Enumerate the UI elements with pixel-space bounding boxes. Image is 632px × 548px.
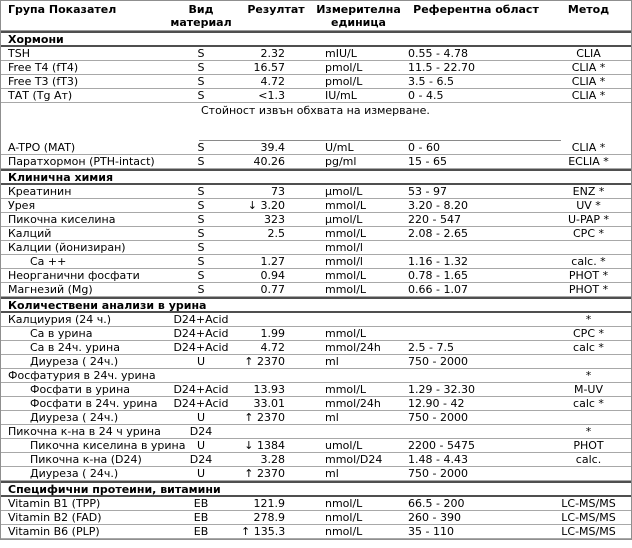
cell-result: 16.57 xyxy=(253,61,285,74)
cell-reference: 2.5 - 7.5 xyxy=(408,341,454,354)
cell-reference: 53 - 97 xyxy=(408,185,447,198)
table-row xyxy=(1,355,631,369)
cell-method: CPC * xyxy=(573,227,604,240)
cell-parameter: Калциурия (24 ч.) xyxy=(8,313,112,326)
column-header-result: Резултат xyxy=(247,3,305,16)
cell-material: D24+Acid xyxy=(173,327,229,340)
table-row xyxy=(1,185,631,199)
cell-unit: pmol/L xyxy=(325,75,363,88)
section-title: Специфични протеини, витамини xyxy=(8,482,221,496)
table-row xyxy=(1,199,631,213)
note-text: Стойност извън обхвата на измерване. xyxy=(201,104,430,117)
cell-reference xyxy=(406,313,546,326)
cell-material: EB xyxy=(193,525,209,538)
cell-parameter: Магнезий (Mg) xyxy=(8,283,93,296)
cell-material: D24+Acid xyxy=(173,397,229,410)
cell-method: LC-MS/MS xyxy=(561,497,616,510)
cell-result: ↓ 1384 xyxy=(244,439,285,452)
cell-method: ECLIA * xyxy=(568,155,609,168)
cell-reference: 11.5 - 22.70 xyxy=(408,61,475,74)
cell-result xyxy=(241,313,311,326)
cell-reference: 35 - 110 xyxy=(408,525,454,538)
cell-material: S xyxy=(197,47,205,60)
table-row xyxy=(1,497,631,511)
cell-unit: mmol/D24 xyxy=(325,453,383,466)
cell-unit: mmol/l xyxy=(325,241,363,254)
cell-method: PHOT * xyxy=(568,283,609,296)
cell-reference: 750 - 2000 xyxy=(408,467,468,480)
cell-reference: 66.5 - 200 xyxy=(408,497,465,510)
section-title: Количествени анализи в урина xyxy=(8,298,207,312)
section-header-row xyxy=(1,481,631,497)
cell-result: 73 xyxy=(271,185,285,198)
cell-unit: pg/ml xyxy=(325,155,357,168)
cell-method xyxy=(546,467,631,480)
cell-parameter: ТАТ (Tg Ат) xyxy=(8,89,73,102)
cell-reference: 0.55 - 4.78 xyxy=(408,47,468,60)
cell-material: U xyxy=(196,467,206,480)
column-header-unit: Измерителна единица xyxy=(316,3,401,29)
section-header-row xyxy=(1,31,631,47)
cell-material: S xyxy=(197,155,205,168)
table-body xyxy=(1,31,631,539)
cell-method: * xyxy=(585,425,592,438)
cell-unit: mmol/24h xyxy=(325,397,381,410)
cell-material: U xyxy=(196,411,206,424)
cell-result: 40.26 xyxy=(253,155,285,168)
cell-material: S xyxy=(197,255,205,268)
cell-parameter: Vitamin B1 (TPP) xyxy=(8,497,101,510)
cell-reference: 12.90 - 42 xyxy=(408,397,465,410)
table-row xyxy=(1,141,631,155)
table-header xyxy=(1,1,631,31)
cell-result: ↑ 2370 xyxy=(244,411,285,424)
cell-unit: mmol/L xyxy=(325,327,367,340)
cell-result: 1.99 xyxy=(260,327,285,340)
cell-parameter: Диуреза ( 24ч.) xyxy=(30,467,119,480)
table-row xyxy=(1,313,631,327)
cell-unit: ml xyxy=(325,355,339,368)
cell-material: D24+Acid xyxy=(173,313,229,326)
cell-unit: umol/L xyxy=(325,439,363,452)
column-header-method: Метод xyxy=(567,3,610,16)
cell-unit: mmol/l xyxy=(325,255,363,268)
table-row xyxy=(1,369,631,383)
cell-method xyxy=(546,411,631,424)
cell-method: CLIA * xyxy=(571,89,606,102)
cell-unit: µmol/L xyxy=(325,185,363,198)
table-row xyxy=(1,241,631,255)
cell-method: LC-MS/MS xyxy=(561,511,616,524)
table-row xyxy=(1,227,631,241)
cell-reference: 1.29 - 32.30 xyxy=(408,383,475,396)
cell-unit: nmol/L xyxy=(325,497,363,510)
cell-reference: 2.08 - 2.65 xyxy=(408,227,468,240)
cell-method xyxy=(546,355,631,368)
table-row xyxy=(1,341,631,355)
column-header-reference: Референтна област xyxy=(413,3,539,16)
cell-parameter: Пикочна к-на в 24 ч урина xyxy=(8,425,161,438)
table-row xyxy=(1,89,631,103)
cell-unit: mmol/24h xyxy=(325,341,381,354)
cell-result: 323 xyxy=(264,213,285,226)
cell-parameter: Креатинин xyxy=(8,185,72,198)
table-row xyxy=(1,397,631,411)
table-row xyxy=(1,411,631,425)
table-row xyxy=(1,47,631,61)
cell-result: 2.32 xyxy=(260,47,285,60)
table-row xyxy=(1,255,631,269)
table-row xyxy=(1,467,631,481)
cell-material: S xyxy=(197,89,205,102)
cell-result: 0.77 xyxy=(260,283,285,296)
cell-parameter: Vitamin B6 (PLP) xyxy=(8,525,100,538)
cell-result: 121.9 xyxy=(253,497,285,510)
cell-unit: pmol/L xyxy=(325,61,363,74)
cell-method: calc. * xyxy=(571,255,606,268)
cell-method: calc * xyxy=(573,397,604,410)
cell-result: ↓ 3.20 xyxy=(247,199,285,212)
cell-material: S xyxy=(197,269,205,282)
section-header-row xyxy=(1,169,631,185)
cell-parameter: Пикочна киселина в урина xyxy=(30,439,186,452)
cell-material: D24 xyxy=(189,425,213,438)
cell-method: UV * xyxy=(576,199,601,212)
cell-unit: nmol/L xyxy=(325,511,363,524)
cell-parameter: Free T4 (fT4) xyxy=(8,61,79,74)
cell-result xyxy=(241,241,311,254)
table-row xyxy=(1,511,631,525)
note-divider xyxy=(199,140,561,141)
cell-material: U xyxy=(196,355,206,368)
cell-material: EB xyxy=(193,511,209,524)
cell-reference: 220 - 547 xyxy=(408,213,461,226)
cell-method: LC-MS/MS xyxy=(561,525,616,538)
cell-parameter: Калции (йонизиран) xyxy=(8,241,126,254)
cell-parameter: Урея xyxy=(8,199,36,212)
cell-parameter: Пикочна киселина xyxy=(8,213,116,226)
cell-result: ↑ 2370 xyxy=(244,467,285,480)
cell-reference: 260 - 390 xyxy=(408,511,461,524)
cell-result: ↑ 2370 xyxy=(244,355,285,368)
cell-result: 13.93 xyxy=(253,383,285,396)
cell-parameter: Са в урина xyxy=(30,327,93,340)
cell-reference: 0 - 60 xyxy=(408,141,440,154)
cell-parameter: Диуреза ( 24ч.) xyxy=(30,411,119,424)
cell-method: PHOT xyxy=(573,439,604,452)
cell-result: ↑ 135.3 xyxy=(241,525,286,538)
table-row xyxy=(1,425,631,439)
cell-result: 39.4 xyxy=(260,141,285,154)
cell-unit: ml xyxy=(325,467,339,480)
cell-material: S xyxy=(197,227,205,240)
cell-reference xyxy=(406,327,546,340)
cell-method: calc * xyxy=(573,341,604,354)
cell-method: CPC * xyxy=(573,327,604,340)
cell-method: PHOT * xyxy=(568,269,609,282)
cell-reference: 15 - 65 xyxy=(408,155,447,168)
cell-result: 33.01 xyxy=(253,397,285,410)
cell-method xyxy=(546,241,631,254)
cell-reference: 3.5 - 6.5 xyxy=(408,75,454,88)
cell-unit: nmol/L xyxy=(325,525,363,538)
table-row xyxy=(1,61,631,75)
table-row xyxy=(1,525,631,539)
cell-method: ENZ * xyxy=(572,185,605,198)
cell-unit: µmol/L xyxy=(325,213,363,226)
column-header-group: Група Показател xyxy=(8,3,117,16)
cell-reference: 0.66 - 1.07 xyxy=(408,283,468,296)
cell-reference: 0.78 - 1.65 xyxy=(408,269,468,282)
cell-parameter: Неорганични фосфати xyxy=(8,269,140,282)
cell-result: 1.27 xyxy=(260,255,285,268)
cell-material: S xyxy=(197,141,205,154)
cell-reference: 2200 - 5475 xyxy=(408,439,475,452)
cell-parameter: Калций xyxy=(8,227,52,240)
cell-reference: 3.20 - 8.20 xyxy=(408,199,468,212)
cell-unit: mmol/L xyxy=(325,269,367,282)
table-row xyxy=(1,383,631,397)
cell-result: 278.9 xyxy=(253,511,285,524)
cell-reference: 750 - 2000 xyxy=(408,411,468,424)
cell-method: * xyxy=(585,369,592,382)
cell-parameter: A-TPO (MAT) xyxy=(8,141,76,154)
cell-parameter: Диуреза ( 24ч.) xyxy=(30,355,119,368)
cell-material: S xyxy=(197,213,205,226)
cell-method: CLIA * xyxy=(571,61,606,74)
cell-unit: mmol/L xyxy=(325,283,367,296)
cell-material: D24 xyxy=(189,453,213,466)
table-row xyxy=(1,269,631,283)
cell-material: S xyxy=(197,199,205,212)
cell-unit: ml xyxy=(325,411,339,424)
cell-parameter: Паратхормон (PTH-intact) xyxy=(8,155,155,168)
table-row xyxy=(1,213,631,227)
cell-reference: 750 - 2000 xyxy=(408,355,468,368)
table-row xyxy=(1,327,631,341)
cell-result: 4.72 xyxy=(260,75,285,88)
cell-parameter: Free T3 (fT3) xyxy=(8,75,79,88)
cell-material: D24+Acid xyxy=(173,383,229,396)
cell-result: 2.5 xyxy=(267,227,285,240)
cell-method: CLIA xyxy=(576,47,601,60)
cell-unit: U/mL xyxy=(325,141,354,154)
cell-reference xyxy=(406,369,546,382)
cell-unit xyxy=(311,313,406,326)
cell-result: 4.72 xyxy=(260,341,285,354)
table-row xyxy=(1,75,631,89)
cell-unit xyxy=(311,369,406,382)
note-row xyxy=(1,103,631,141)
cell-material: D24+Acid xyxy=(173,341,229,354)
table-row xyxy=(1,283,631,297)
cell-method: M-UV xyxy=(573,383,604,396)
section-title: Клинична химия xyxy=(8,170,114,184)
cell-reference xyxy=(406,241,546,254)
cell-material: U xyxy=(196,439,206,452)
cell-parameter: Фосфати в урина xyxy=(30,383,130,396)
cell-reference: 0 - 4.5 xyxy=(408,89,444,102)
cell-material: S xyxy=(197,185,205,198)
section-title: Хормони xyxy=(8,32,64,46)
cell-material: EB xyxy=(193,497,209,510)
cell-parameter: Са в 24ч. урина xyxy=(30,341,120,354)
cell-result xyxy=(241,369,311,382)
cell-unit: mIU/L xyxy=(325,47,357,60)
column-header-material: Вид материал xyxy=(170,3,232,29)
cell-unit xyxy=(311,425,406,438)
table-row xyxy=(1,155,631,169)
cell-reference: 1.48 - 4.43 xyxy=(408,453,468,466)
cell-parameter: TSH xyxy=(8,47,30,60)
cell-parameter: Vitamin B2 (FAD) xyxy=(8,511,102,524)
cell-material: S xyxy=(197,241,205,254)
cell-material xyxy=(161,369,241,382)
cell-method: CLIA * xyxy=(571,141,606,154)
cell-result xyxy=(241,425,311,438)
cell-reference xyxy=(406,425,546,438)
cell-parameter: Фосфати в 24ч. урина xyxy=(30,397,158,410)
table-row xyxy=(1,453,631,467)
cell-unit: IU/mL xyxy=(325,89,357,102)
table-row xyxy=(1,439,631,453)
cell-unit: mmol/L xyxy=(325,199,367,212)
cell-result: <1.3 xyxy=(258,89,285,102)
section-header-row xyxy=(1,297,631,313)
cell-material: S xyxy=(197,283,205,296)
cell-method: * xyxy=(585,313,592,326)
cell-unit: mmol/L xyxy=(325,383,367,396)
cell-parameter: Фосфатурия в 24ч. урина xyxy=(8,369,156,382)
cell-parameter: Пикочна к-на (D24) xyxy=(30,453,142,466)
cell-result: 0.94 xyxy=(260,269,285,282)
cell-reference: 1.16 - 1.32 xyxy=(408,255,468,268)
cell-parameter: Са ++ xyxy=(30,255,67,268)
cell-method: CLIA * xyxy=(571,75,606,88)
cell-result: 3.28 xyxy=(260,453,285,466)
cell-material: S xyxy=(197,61,205,74)
cell-unit: mmol/L xyxy=(325,227,367,240)
cell-method: U-PAP * xyxy=(567,213,610,226)
cell-method: calc. xyxy=(575,453,602,466)
cell-material: S xyxy=(197,75,205,88)
